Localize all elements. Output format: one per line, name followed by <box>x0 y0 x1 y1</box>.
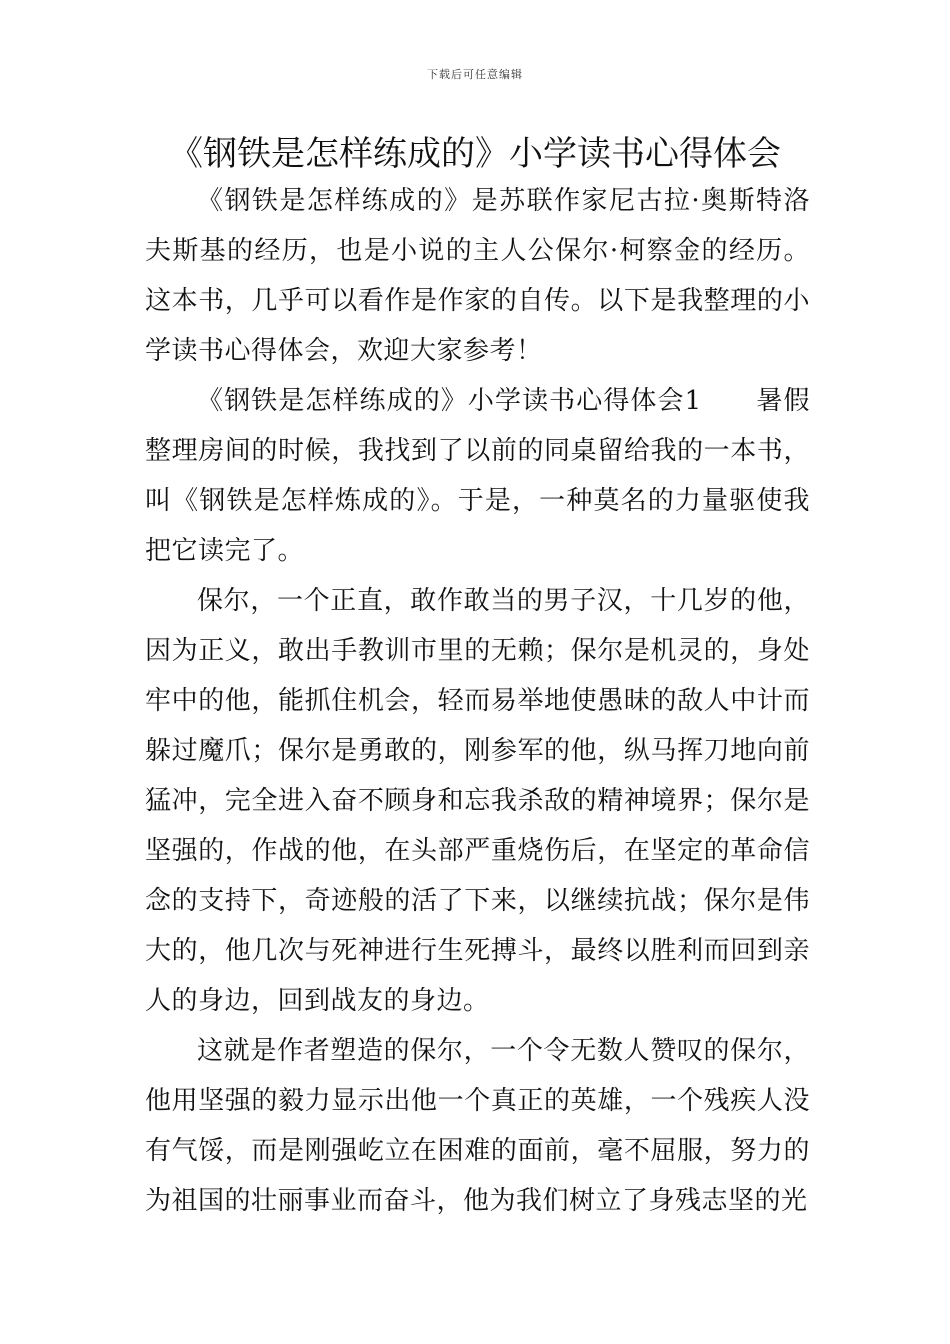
document-title: 《钢铁是怎样练成的》小学读书心得体会 <box>169 134 781 174</box>
paragraph-essay-1-opening: 《钢铁是怎样练成的》小学读书心得体会1 暑假整理房间的时候，我找到了以前的同桌留给我的一本书，叫《钢铁是怎样炼成的》。于是，一种莫名的力量驱使我把它读完了。 <box>145 386 810 566</box>
paragraph-intro: 《钢铁是怎样练成的》是苏联作家尼古拉·奥斯特洛夫斯基的经历，也是小说的主人公保尔·柯察金的经历。这本书，几乎可以看作是作家的自传。以下是我整理的小学读书心得体会，欢迎大家参考！ <box>145 186 810 366</box>
header-note: 下载后可任意编辑 <box>427 68 523 81</box>
document-body <box>145 176 810 1226</box>
paragraph-paul-character: 保尔，一个正直，敢作敢当的男子汉，十几岁的他，因为正义，敢出手教训市里的无赖；保尔是机灵的，身处牢中的他，能抓住机会，轻而易举地使愚昧的敌人中计而躲过魔爪；保尔是勇敢的，刚参军的他，纵马挥刀地向前猛冲，完全进入奋不顾身和忘我杀敌的精神境界；保尔是坚强的，作战的他，在头部严重烧伤后，在坚定的革命信念的支持下，奇迹般的活了下来，以继续抗战；保尔是伟大的，他几次与死神进行生死搏斗，最终以胜利而回到亲人的身边，回到战友的身边。 <box>145 586 810 1016</box>
paragraph-paul-hero: 这就是作者塑造的保尔，一个令无数人赞叹的保尔，他用坚强的毅力显示出他一个真正的英雄，一个残疾人没有气馁，而是刚强屹立在困难的面前，毫不屈服，努力的为祖国的壮丽事业而奋斗，他为我们树立了身残志坚的光 <box>145 1036 810 1216</box>
